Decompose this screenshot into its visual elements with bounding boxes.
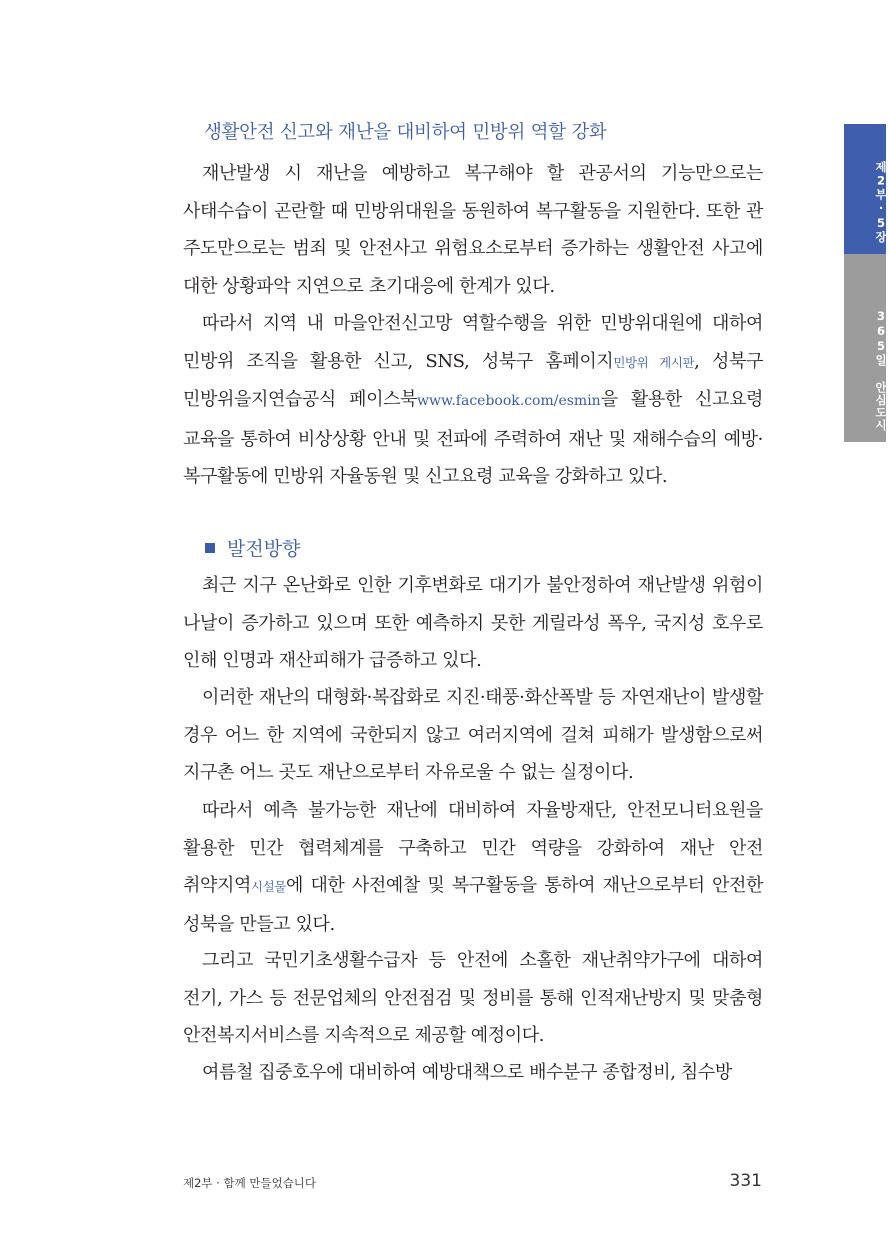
paragraph-6: 그리고 국민기초생활수급자 등 안전에 소홀한 재난취약가구에 대하여 전기, 가스 등 전문업체의 안전점검 및 정비를 통해 인적재난방지 및 맞춤형 안전복지서비스를 지속적으로 제공할 예정이다.: [183, 950, 763, 1046]
paragraph-5-text-a: 따라서 예측 불가능한 재난에 대비하여 자율방재단, 안전모니터요원을 활용한 민간 협력체계를 구축하고 민간 역량을 강화하여 재난 안전 취약지역: [183, 800, 763, 896]
section-heading: [205, 534, 300, 561]
square-bullet-icon: [205, 543, 215, 553]
paragraph-5: [183, 792, 763, 943]
paragraph-5-text-b: 에 대한 사전예찰 및 복구활동을 통하여 재난으로부터 안전한 성북을 만들고 있다.: [183, 875, 763, 935]
paragraph-5-note: 시설물: [250, 879, 286, 894]
paragraph-2: [183, 305, 763, 496]
chapter-tab: 제2부·5장: [844, 124, 886, 254]
subheading: 생활안전 신고와 재난을 대비하여 민방위 역할 강화: [204, 122, 607, 143]
paragraph-4: 이러한 재난의 대형화·복잡화로 지진·태풍·화산폭발 등 자연재난이 발생할 경우 어느 한 지역에 국한되지 않고 여러지역에 걸쳐 피해가 발생함으로써 지구촌 어느 곳도 재난으로부터 자유로울 수 없는 실정이다.: [183, 687, 763, 783]
paragraph-7: 여름철 집중호우에 대비하여 예방대책으로 배수분구 종합정비, 침수방: [202, 1062, 732, 1083]
paragraph-2-text-c: 을 활용한 신고요령 교육을 통하여 비상상황 안내 및 전파에 주력하여 재난 및 재해수습의 예방·복구활동에 민방위 자율동원 및 신고요령 교육을 강화하고 있다.: [183, 389, 763, 487]
paragraph-2-text-a: 따라서 지역 내 마을안전신고망 역할수행을 위한 민방위대원에 대하여 민방위 조직을 활용한 신고, SNS, 성북구 홈페이지: [183, 313, 763, 372]
paragraph-2-note-board: 민방위 게시판: [613, 354, 695, 370]
section-heading-text: 발전방향: [227, 538, 301, 560]
book-tab: 365일 안심도시: [844, 254, 886, 442]
footer-part-title: 제2부 · 함께 만들었습니다: [183, 1176, 317, 1190]
paragraph-2-note-url: www.facebook.com/esmin: [417, 393, 601, 409]
paragraph-1: 재난발생 시 재난을 예방하고 복구해야 할 관공서의 기능만으로는 사태수습이 곤란할 때 민방위대원을 동원하여 복구활동을 지원한다. 또한 관 주도만으로는 범죄 및 안전사고 위험요소로부터 증가하는 생활안전 사고에 대한 상황파악 지연으로 초기대응에 한계가 있다.: [183, 163, 763, 297]
paragraph-2-text-b: , 성북구 민방위을지연습공식 페이스북: [183, 350, 764, 410]
page-number: 331: [729, 1171, 762, 1191]
paragraph-3: 최근 지구 온난화로 인한 기후변화로 대기가 불안정하여 재난발생 위험이 나날이 증가하고 있으며 또한 예측하지 못한 게릴라성 폭우, 국지성 호우로 인해 인명과 재산피해가 급증하고 있다.: [183, 575, 763, 671]
